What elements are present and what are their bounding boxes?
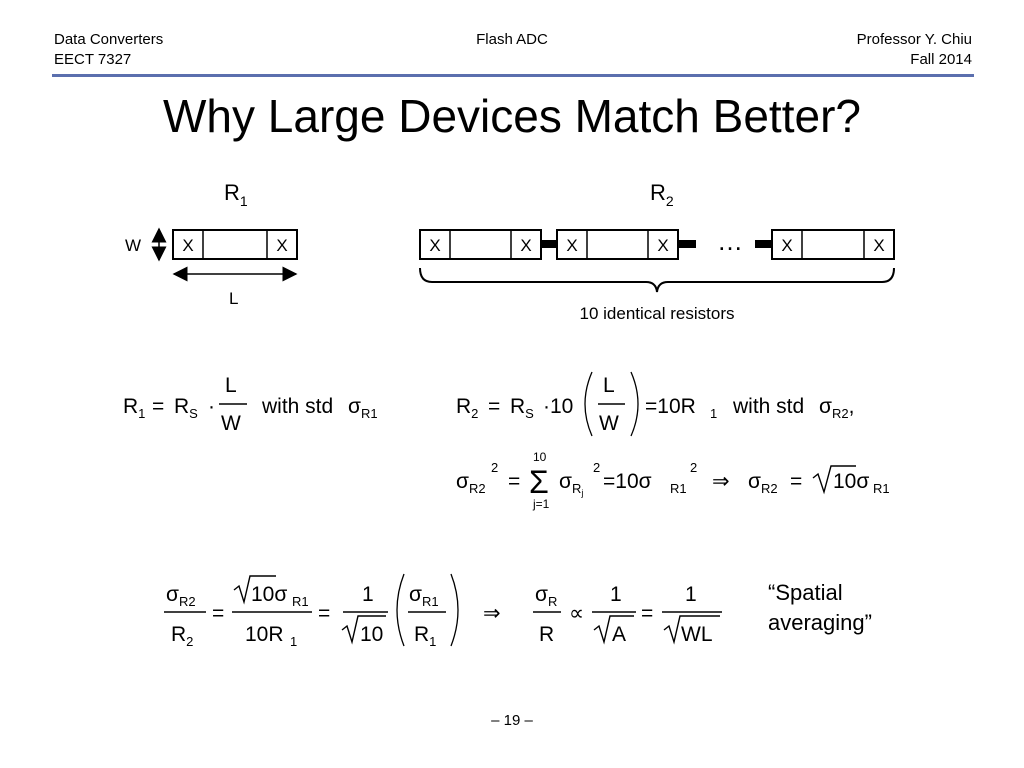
svg-text:∝: ∝ — [569, 602, 585, 625]
svg-text:σR: $\sigma_R$ — [535, 583, 558, 609]
svg-text:σR1: $\sigma_{R1}$ — [409, 583, 439, 609]
svg-text:⇒: ⇒ — [712, 470, 730, 493]
svg-text:σR2: $\sigma_{R2}$ — [748, 470, 778, 496]
equation-r1 — [123, 374, 378, 435]
resistor-r2-diagram — [420, 180, 894, 323]
length-label: L — [229, 289, 239, 308]
svg-text:2: 2 — [593, 460, 601, 475]
r2-seg3-contact-right: X — [873, 236, 885, 255]
brace-caption: 10 identical resistors — [579, 304, 735, 323]
width-label: W — [125, 236, 142, 255]
svg-text:R2: $R_2$ — [171, 623, 194, 649]
svg-text:with std: with std — [262, 395, 334, 418]
svg-text:with std: with std — [733, 395, 805, 418]
svg-text:RS: $R_S$ — [174, 395, 198, 421]
page-number: – 19 – — [491, 712, 533, 729]
svg-text:·: · — [208, 395, 215, 418]
svg-text:W: W — [221, 412, 241, 435]
svg-text:W: W — [599, 412, 619, 435]
svg-text:2: 2 — [690, 460, 698, 475]
r2-seg2-contact-left: X — [566, 236, 578, 255]
svg-text:Σ: Σ — [529, 464, 549, 500]
curly-brace — [420, 268, 894, 292]
svg-text:1: 1 — [710, 406, 718, 421]
svg-text:R: R — [539, 623, 555, 646]
r2-seg1-contact-right: X — [520, 236, 532, 255]
svg-text:σRj: $\sigma_Rj$ — [559, 470, 584, 498]
svg-text:1: 1 — [290, 634, 298, 649]
lecture-topic: Flash ADC — [476, 31, 548, 48]
svg-text:RS: $R_S$ — [510, 395, 534, 421]
svg-text:=10σ: =10σ — [603, 470, 652, 493]
equation-ratio — [164, 574, 722, 649]
svg-text:10σ: 10σ — [833, 470, 870, 493]
svg-text:σR2: $\sigma_{R2}$ — [456, 470, 486, 496]
r2-seg1-contact-left: X — [429, 236, 441, 255]
svg-text:1: 1 — [685, 583, 697, 606]
svg-text:j=1: j=1 — [533, 497, 550, 511]
instructor-name: Professor Y. Chiu — [856, 31, 972, 48]
svg-text:10: 10 — [533, 450, 547, 464]
svg-text:R1: R1 — [873, 481, 890, 496]
connector-2 — [678, 240, 696, 248]
svg-text:L: L — [603, 374, 615, 397]
connector-1 — [541, 240, 557, 248]
svg-text:=: = — [318, 602, 331, 625]
svg-text:R1: R1 — [292, 594, 309, 609]
r2-label: $R_2$ — [650, 180, 674, 209]
svg-text:=: = — [790, 470, 803, 493]
svg-text:10: 10 — [360, 623, 384, 646]
course-title: Data Converters — [54, 31, 164, 48]
svg-text:R2: $R_2$ — [456, 395, 479, 421]
r1-label: $R_1$ — [224, 180, 248, 209]
r2-seg2-contact-right: X — [657, 236, 669, 255]
course-code: EECT 7327 — [54, 51, 132, 68]
svg-text:=10R: =10R — [645, 395, 696, 418]
spatial-note-line1: “Spatial — [768, 580, 843, 605]
svg-text:=: = — [508, 470, 521, 493]
svg-text:·10: ·10 — [543, 395, 574, 418]
svg-text:10R: 10R — [245, 623, 284, 646]
svg-text:σR2,: $\sigma_{R2}$, — [819, 395, 855, 421]
svg-text:L: L — [225, 374, 237, 397]
r2-seg3-contact-left: X — [781, 236, 793, 255]
svg-text:σR2: $\sigma_{R2}$ — [166, 583, 196, 609]
svg-text:=: = — [212, 602, 225, 625]
svg-text:2: 2 — [491, 460, 499, 475]
svg-text:σR1: $\sigma_{R1}$ — [348, 395, 378, 421]
spatial-averaging-note — [768, 578, 872, 638]
svg-text:WL: WL — [681, 623, 713, 646]
semester: Fall 2014 — [910, 51, 972, 68]
ellipsis: … — [717, 226, 743, 256]
svg-text:1: 1 — [610, 583, 622, 606]
svg-text:R1: $R_1$ — [414, 623, 437, 649]
svg-text:R1: R1 — [670, 481, 687, 496]
connector-3 — [755, 240, 772, 248]
svg-text:=: = — [152, 395, 165, 418]
svg-text:A: A — [612, 623, 627, 646]
resistor-r1-diagram — [125, 180, 297, 308]
r1-contact-right: X — [276, 236, 288, 255]
svg-text:⇒: ⇒ — [483, 602, 501, 625]
equation-variance-sum — [456, 450, 890, 511]
equation-r2 — [456, 372, 854, 436]
svg-text:=: = — [488, 395, 501, 418]
spatial-note-line2: averaging” — [768, 610, 872, 635]
svg-text:=: = — [641, 602, 654, 625]
svg-text:10σ: 10σ — [251, 583, 288, 606]
slide-title: Why Large Devices Match Better? — [163, 90, 861, 142]
svg-text:R1: $R_1$ — [123, 395, 146, 421]
svg-text:1: 1 — [362, 583, 374, 606]
r1-contact-left: X — [182, 236, 194, 255]
